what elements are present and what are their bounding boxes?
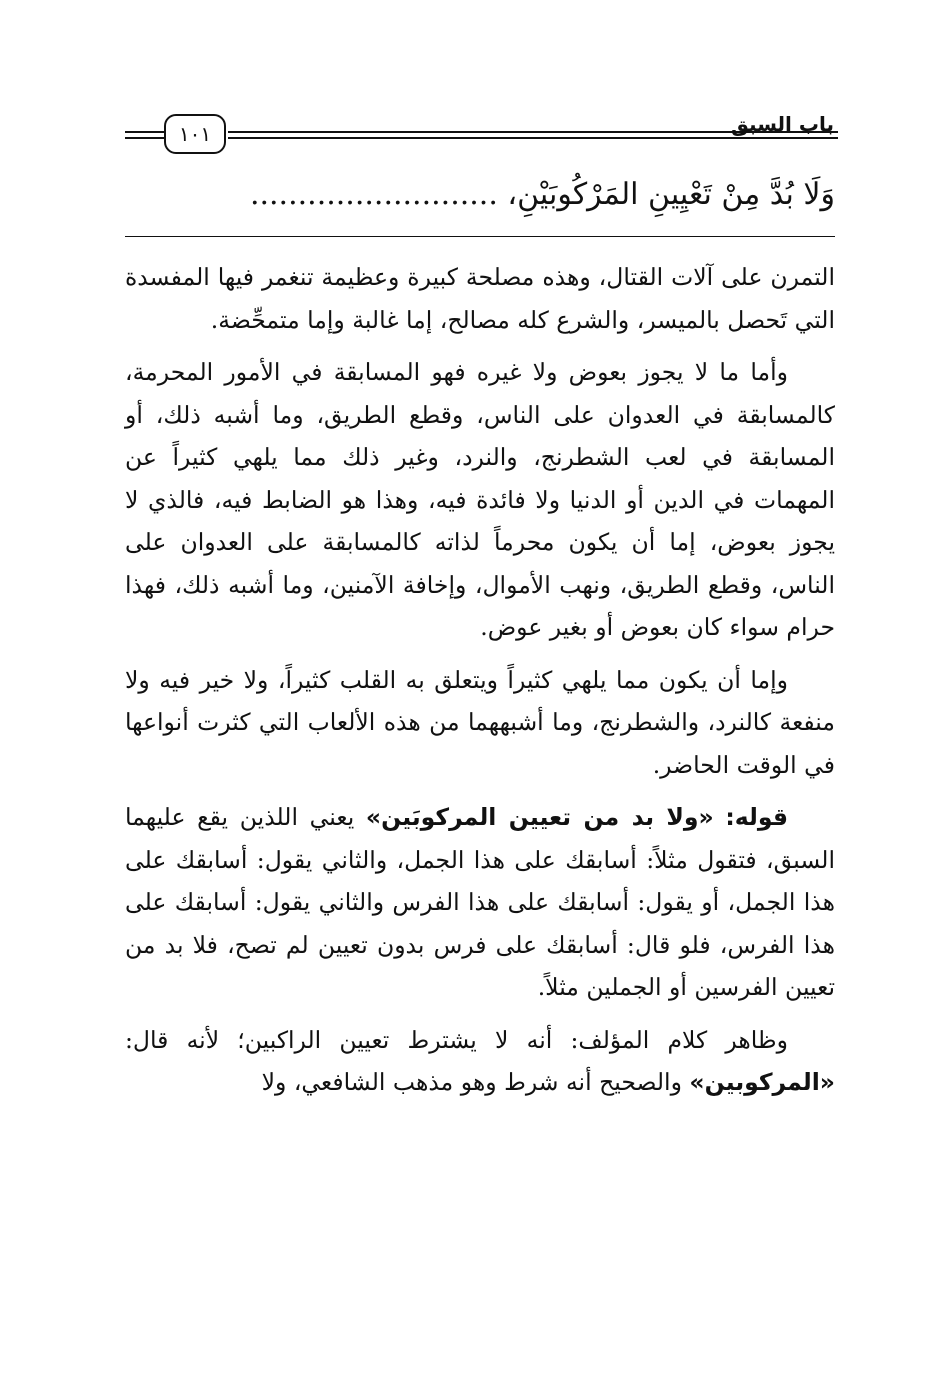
paragraph	[125, 1019, 835, 1104]
header-rule-right-2	[228, 137, 838, 139]
paragraph: وإما أن يكون مما يلهي كثيراً ويتعلق به القلب كثيراً، ولا خير فيه ولا منفعة كالنرد، والشطرنج، وما أشبههما من هذه الألعاب التي كثرت أنواعها في الوقت الحاضر.	[125, 665, 835, 779]
matn-quote: «المركوبين»	[689, 1068, 835, 1096]
lead-word: قوله:	[725, 803, 788, 831]
matn-quote: «ولا بد من تعيين المركوبَين»	[365, 803, 714, 831]
paragraph	[125, 796, 835, 1009]
paragraph: وأما ما لا يجوز بعوض ولا غيره فهو المسابقة في الأمور المحرمة، كالمسابقة في العدوان على الناس، وقطع الطريق، وما أشبه ذلك، أو المسابقة في لعب الشطرنج، والنرد، وغير ذلك مما يلهي كثيراً عن المهمات في الدين أو الدنيا ولا فائدة فيه، وهذا هو الضابط فيه، فالذي لا يجوز بعوض، إما أن يكون محرماً لذاته كالمسابقة على العدوان على الناس، وقطع الطريق، ونهب الأموال، وإخافة الآمنين، وما أشبه ذلك، فهذا حرام سواء كان بعوض أو بغير عوض.	[125, 358, 835, 641]
header-rule-right	[228, 131, 838, 133]
header-rule-left-2	[125, 137, 164, 139]
header-rule-left	[125, 131, 164, 133]
chapter-title: باب السبق	[731, 112, 834, 136]
paragraph-text: والصحيح أنه شرط وهو مذهب الشافعي، ولا	[261, 1068, 690, 1096]
matn-divider	[125, 236, 835, 237]
page-number: ١٠١	[164, 114, 226, 154]
commentary-text	[125, 256, 835, 1316]
paragraph-text: وظاهر كلام المؤلف: أنه لا يشترط تعيين الراكبين؛ لأنه قال:	[125, 1025, 788, 1054]
paragraph: التمرن على آلات القتال، وهذه مصلحة كبيرة وعظيمة تنغمر فيها المفسدة التي تَحصل بالميسر، والشرع كله مصالح، إما غالبة وإما متمحِّضة.	[125, 263, 835, 334]
matn-line: وَلَا بُدَّ مِنْ تَعْيِينِ المَرْكُوبَيْنِ، ..........................	[249, 177, 835, 212]
paragraph-text: يعني اللذين يقع عليهما السبق، فتقول مثلاً: أسابقك على هذا الجمل، والثاني يقول: أسابقك على هذا الجمل، أو يقول: أسابقك على هذا الفرس والثاني يقول: أسابقك على هذا الفرس، فلو قال: أسابقك على فرس بدون تعيين لم تصح، فلا بد من تعيين الفرسين أو الجملين مثلاً.	[125, 803, 835, 1001]
